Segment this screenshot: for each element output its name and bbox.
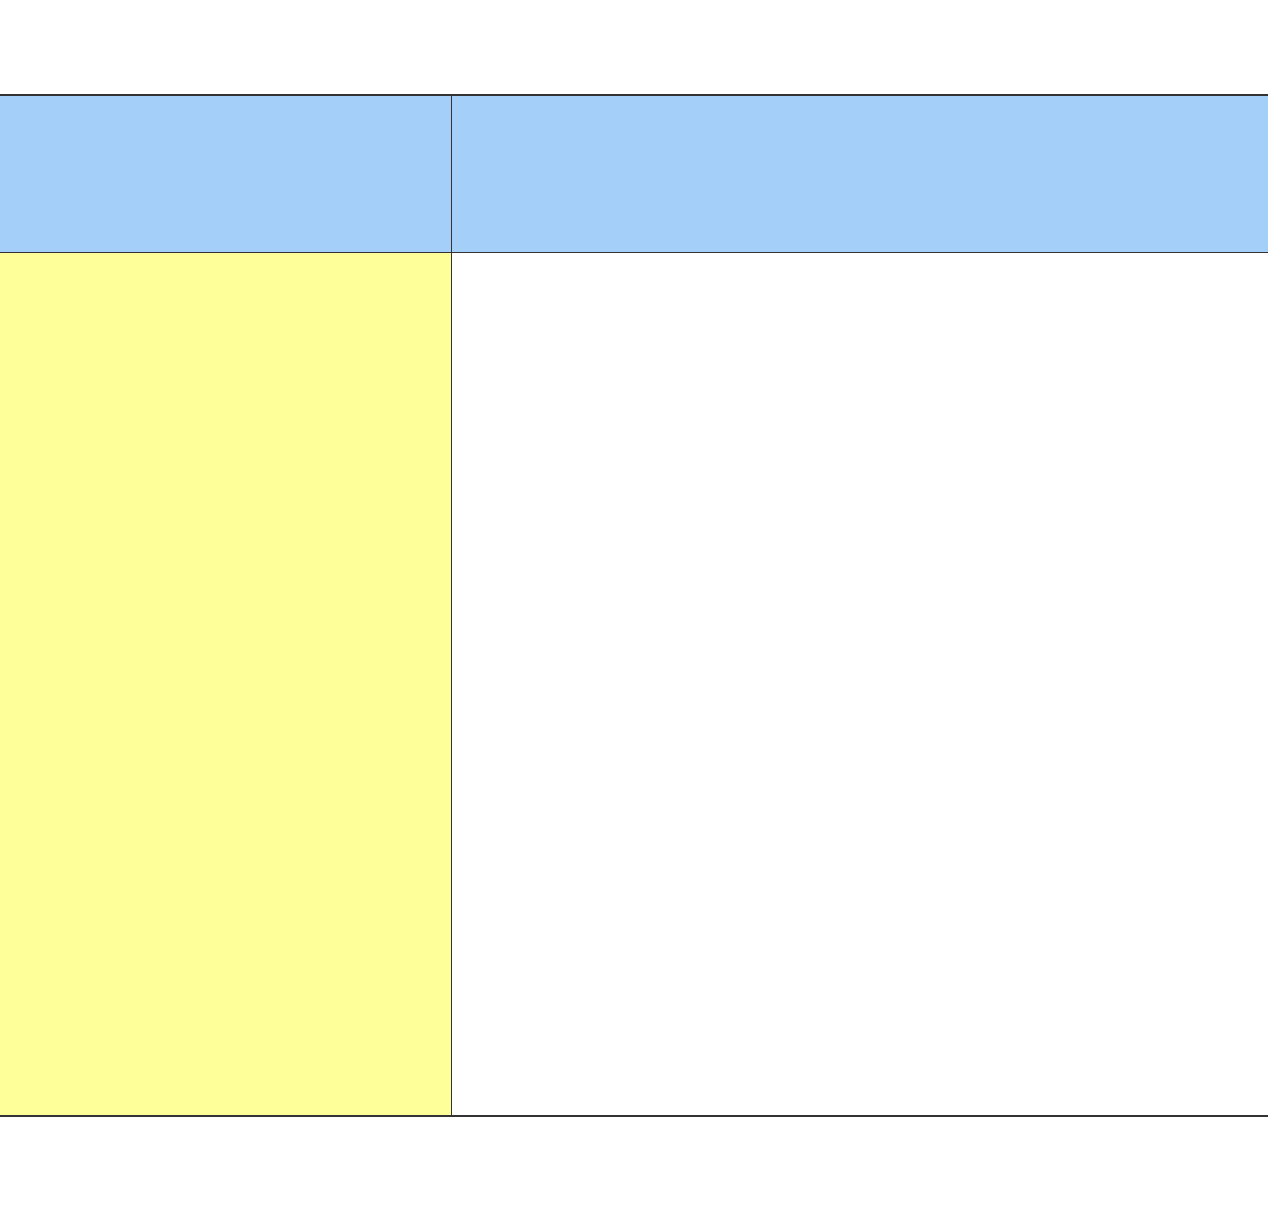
sector-divider (451, 96, 452, 1116)
sector-column-band (0, 253, 451, 1115)
header-rule (0, 252, 1268, 253)
table-title-cn (4, 6, 26, 27)
top-rule (0, 94, 1268, 96)
table-header-band (0, 96, 1268, 253)
bottom-rule (0, 1115, 1268, 1117)
